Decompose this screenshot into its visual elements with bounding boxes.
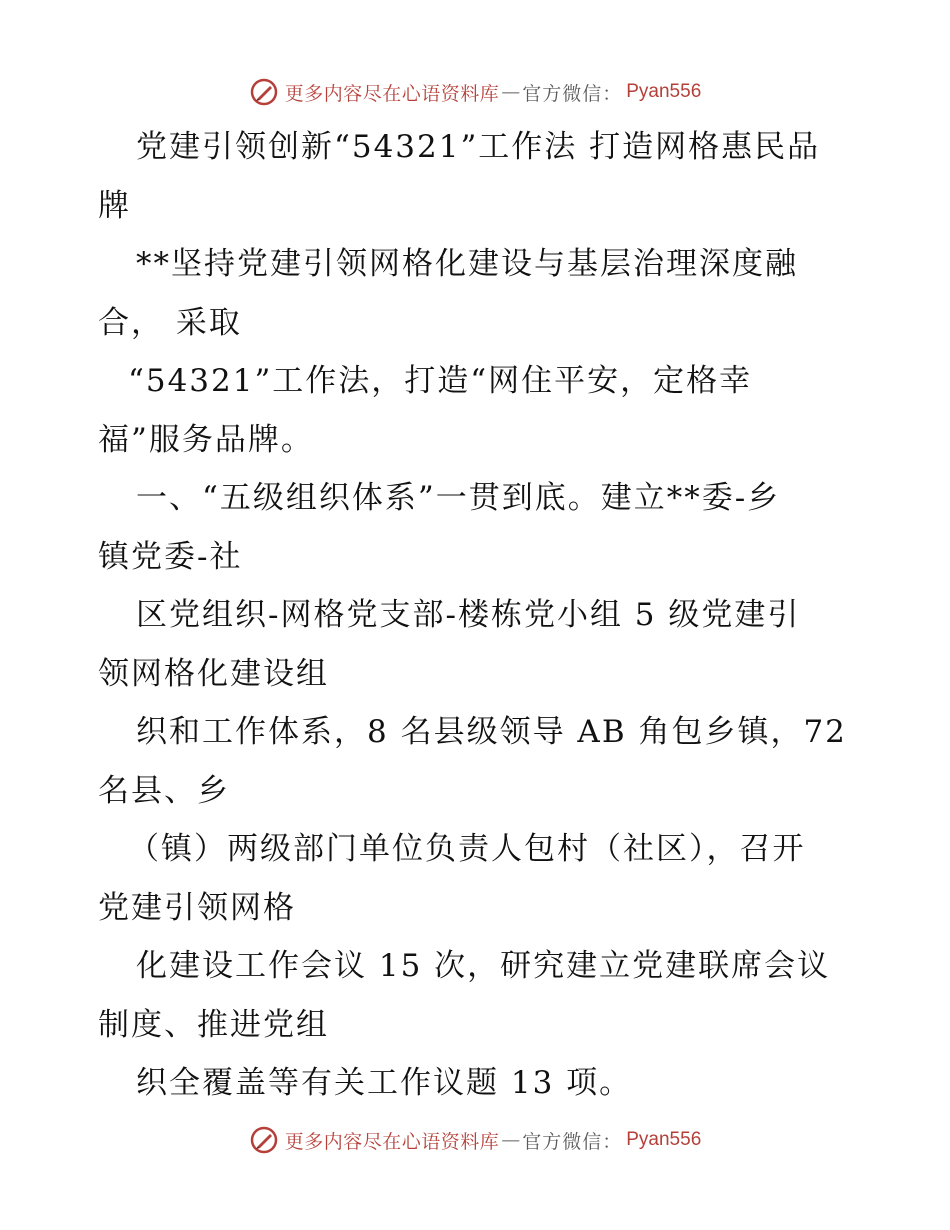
watermark-sub-text: 官方微信： bbox=[522, 82, 623, 105]
watermark-sub-text: 官方微信： bbox=[522, 1130, 623, 1153]
doc-paragraph-line: （镇）两级部门单位负责人包村（社区），召开 bbox=[128, 831, 806, 867]
doc-paragraph-line: **坚持党建引领网格化建设与基层治理深度融 bbox=[136, 246, 798, 282]
watermark-header bbox=[0, 72, 950, 112]
doc-section-heading-line: 一、“五级组织体系”一贯到底。建立**委-乡 bbox=[136, 480, 781, 516]
doc-paragraph-line: 福”服务品牌。 bbox=[98, 421, 314, 458]
doc-paragraph-line: 名县、乡 bbox=[98, 772, 230, 809]
watermark-main-text: 更多内容尽在心语资料库 bbox=[284, 82, 500, 105]
document-body bbox=[98, 118, 858, 1113]
doc-paragraph-line: 制度、推进党组 bbox=[98, 1006, 329, 1043]
watermark-wechat-id: Pyan556 bbox=[626, 1129, 702, 1150]
doc-paragraph-line: 化建设工作会议 15 次，研究建立党建联席会议 bbox=[136, 948, 831, 984]
doc-paragraph-line: 党建引领网格 bbox=[98, 889, 296, 926]
pen-logo-icon bbox=[249, 1125, 279, 1155]
watermark-wechat-id: Pyan556 bbox=[626, 81, 702, 102]
watermark-footer bbox=[0, 1120, 950, 1160]
watermark-separator: — bbox=[501, 1129, 521, 1151]
doc-title-line-1: 党建引领创新“54321”工作法 打造网格惠民品 bbox=[136, 129, 821, 165]
doc-title-line-2: 牌 bbox=[98, 187, 131, 224]
pen-logo-icon bbox=[249, 77, 279, 107]
doc-paragraph-line: 领网格化建设组 bbox=[98, 655, 329, 692]
doc-paragraph-line: “54321”工作法，打造“网住平安，定格幸 bbox=[128, 363, 753, 399]
doc-paragraph-line: 镇党委-社 bbox=[98, 538, 243, 575]
watermark-separator: — bbox=[501, 81, 521, 103]
doc-paragraph-line: 区党组织-网格党支部-楼栋党小组 5 级党建引 bbox=[136, 597, 801, 633]
watermark-main-text: 更多内容尽在心语资料库 bbox=[284, 1130, 500, 1153]
doc-paragraph-line: 合， 采取 bbox=[98, 304, 242, 341]
doc-paragraph-line: 织和工作体系，8 名县级领导 AB 角包乡镇，72 bbox=[136, 714, 847, 750]
doc-paragraph-line: 织全覆盖等有关工作议题 13 项。 bbox=[136, 1065, 633, 1101]
